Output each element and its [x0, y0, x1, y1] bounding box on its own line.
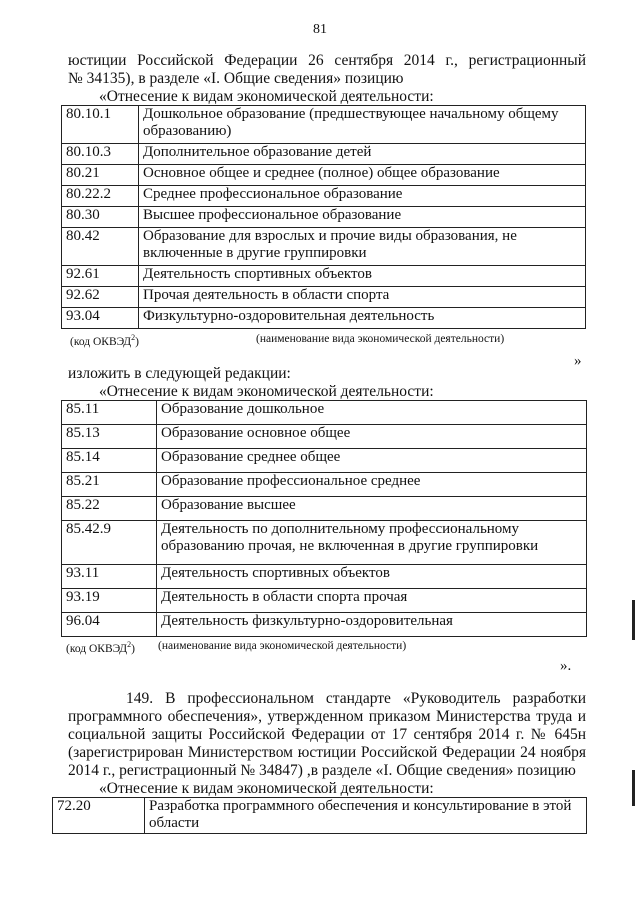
okved-code: 93.19	[62, 589, 157, 613]
okved-code: 92.62	[62, 287, 139, 308]
activity-name: Разработка программного обеспечения и консультирование в этой области	[145, 798, 587, 834]
okved-table-72	[52, 797, 587, 834]
intro-line-3: «Отнесение к видам экономической деятельности:	[99, 88, 434, 105]
okved-code: 80.21	[62, 165, 139, 186]
okved-row	[53, 798, 587, 834]
activity-name: Образование среднее общее	[157, 449, 587, 473]
table2-caption-code: (код ОКВЭД$^2$)	[66, 640, 135, 655]
item149-line-1: 149. В профессиональном стандарте «Руководитель разработки	[126, 690, 586, 707]
okved-code: 92.61	[62, 266, 139, 287]
activity-name: Деятельность физкультурно-оздоровительная	[157, 613, 587, 637]
table2-close-quote: ».	[560, 658, 572, 674]
okved-row	[62, 589, 587, 613]
okved-row	[62, 565, 587, 589]
item149-line-2: программного обеспечения», утвержденном приказом Министерства труда и	[68, 708, 586, 725]
okved-row	[62, 287, 586, 308]
activity-name: Физкультурно-оздоровительная деятельность	[139, 308, 586, 329]
okved-row	[62, 266, 586, 287]
okved-code: 80.42	[62, 228, 139, 266]
okved-row	[62, 165, 586, 186]
activity-name: Образование высшее	[157, 497, 587, 521]
item149-line-4: (зарегистрирован Министерством юстиции Российской Федерации 24 ноября	[68, 744, 586, 761]
table1-caption-code: (код ОКВЭД$^2$)	[70, 333, 139, 348]
okved-table-new	[61, 400, 587, 637]
okved-code: 85.21	[62, 473, 157, 497]
okved-row	[62, 144, 586, 165]
activity-name: Прочая деятельность в области спорта	[139, 287, 586, 308]
activity-name: Деятельность спортивных объектов	[139, 266, 586, 287]
intro-line-2: № 34135), в разделе «I. Общие сведения» позицию	[68, 70, 404, 87]
activity-name: Дополнительное образование детей	[139, 144, 586, 165]
okved-code: 85.14	[62, 449, 157, 473]
activity-name: Образование для взрослых и прочие виды образования, не включенные в другие группировки	[139, 228, 586, 266]
table1-close-quote: »	[574, 353, 582, 369]
okved-code: 85.42.9	[62, 521, 157, 565]
replace-instruction: изложить в следующей редакции:	[68, 365, 291, 382]
margin-mark	[632, 600, 635, 640]
page-number: 81	[313, 22, 327, 37]
activity-name: Среднее профессиональное образование	[139, 186, 586, 207]
activity-name: Основное общее и среднее (полное) общее образование	[139, 165, 586, 186]
okved-row	[62, 106, 586, 144]
okved-row	[62, 449, 587, 473]
okved-row	[62, 207, 586, 228]
okved-row	[62, 228, 586, 266]
okved-row	[62, 521, 587, 565]
okved-code: 80.10.1	[62, 106, 139, 144]
okved-code: 80.30	[62, 207, 139, 228]
activity-name: Образование дошкольное	[157, 401, 587, 425]
item149-line-6: «Отнесение к видам экономической деятельности:	[99, 780, 434, 797]
item149-line-5: 2014 г., регистрационный № 34847) ,в разделе «I. Общие сведения» позицию	[68, 762, 576, 779]
activity-name: Высшее профессиональное образование	[139, 207, 586, 228]
okved-row	[62, 308, 586, 329]
okved-row	[62, 186, 586, 207]
okved-code: 80.22.2	[62, 186, 139, 207]
margin-mark	[632, 770, 635, 806]
okved-row	[62, 401, 587, 425]
activity-name: Образование профессиональное среднее	[157, 473, 587, 497]
okved-row	[62, 473, 587, 497]
okved-row	[62, 497, 587, 521]
okved-code: 96.04	[62, 613, 157, 637]
activity-name: Образование основное общее	[157, 425, 587, 449]
okved-code: 85.22	[62, 497, 157, 521]
okved-code: 93.11	[62, 565, 157, 589]
okved-code: 72.20	[53, 798, 145, 834]
okved-row	[62, 425, 587, 449]
okved-code: 85.13	[62, 425, 157, 449]
activity-name: Деятельность в области спорта прочая	[157, 589, 587, 613]
activity-name: Деятельность спортивных объектов	[157, 565, 587, 589]
okved-table-old	[61, 105, 586, 329]
activity-name: Дошкольное образование (предшествующее начальному общему образованию)	[139, 106, 586, 144]
table2-heading: «Отнесение к видам экономической деятельности:	[99, 383, 434, 400]
activity-name: Деятельность по дополнительному профессиональному образованию прочая, не включенная в другие группировки	[157, 521, 587, 565]
okved-row	[62, 613, 587, 637]
intro-line-1: юстиции Российской Федерации 26 сентября 2014 г., регистрационный	[68, 52, 586, 69]
okved-code: 93.04	[62, 308, 139, 329]
okved-code: 85.11	[62, 401, 157, 425]
table2-caption-name: (наименование вида экономической деятельности)	[158, 640, 407, 652]
okved-code: 80.10.3	[62, 144, 139, 165]
item149-line-3: социальной защиты Российской Федерации от 17 сентября 2014 г. № 645н	[68, 726, 586, 743]
table1-caption-name: (наименование вида экономической деятельности)	[256, 333, 505, 345]
